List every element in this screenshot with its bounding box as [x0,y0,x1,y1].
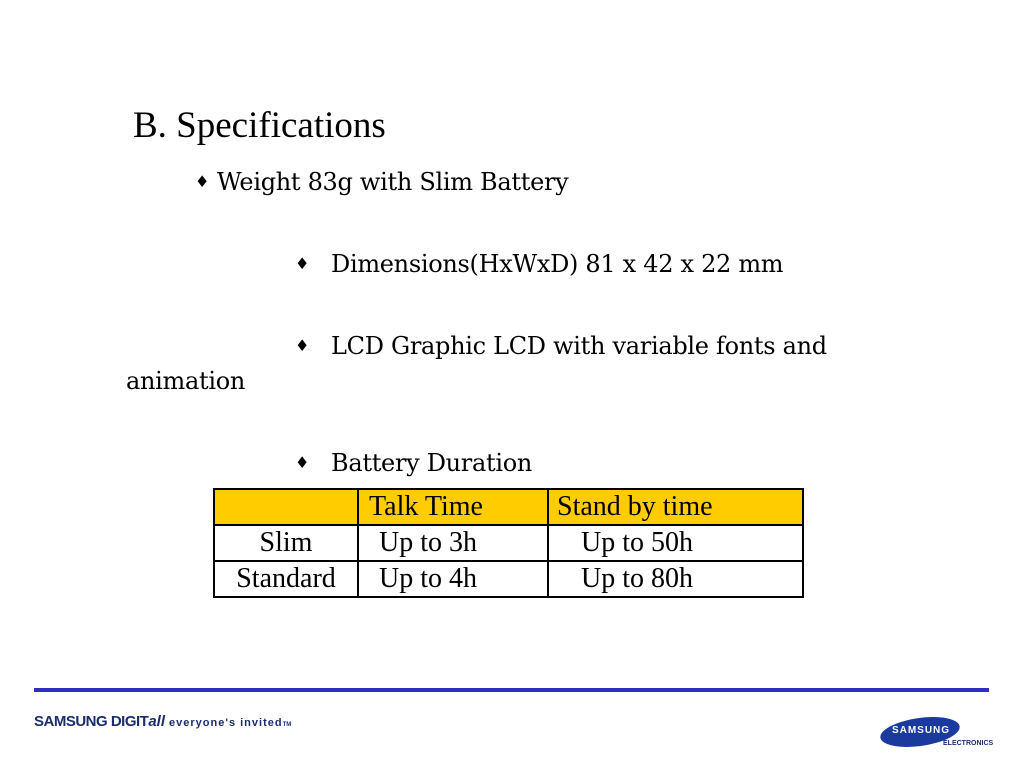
bullet-battery [295,449,532,477]
logo-slogan: everyone's invited [169,717,283,729]
bullet-dimensions [295,250,783,278]
standby-time-cell: Up to 50h [548,525,803,561]
battery-duration-table [213,488,804,598]
header-cell-talk-time: Talk Time [358,489,548,525]
diamond-bullet-icon: ♦ [295,254,310,273]
bullet-lcd [295,332,827,360]
samsung-electronics-logo [878,716,994,750]
slide-title: B. Specifications [133,105,386,146]
table-row [214,561,803,597]
table-header-row [214,489,803,525]
diamond-bullet-icon: ♦ [295,453,310,472]
samsung-digitall-logo [34,713,291,731]
bullet-text: Weight 83g with Slim Battery [217,168,569,196]
logo-all-text: all [148,713,166,730]
samsung-wordmark: SAMSUNG [891,725,951,736]
logo-tm: TM [282,722,292,728]
diamond-bullet-icon: ♦ [195,172,210,191]
footer-divider [34,688,989,692]
diamond-bullet-icon: ♦ [295,336,310,355]
bullet-lcd-continuation: animation [126,367,246,395]
header-cell-empty [214,489,358,525]
bullet-weight [195,168,568,196]
standby-time-cell: Up to 80h [548,561,803,597]
bullet-text: LCD Graphic LCD with variable fonts and [331,332,827,360]
bullet-text: Battery Duration [331,449,533,477]
header-cell-standby-time: Stand by time [548,489,803,525]
talk-time-cell: Up to 4h [358,561,548,597]
talk-time-cell: Up to 3h [358,525,548,561]
row-label: Slim [214,525,358,561]
row-label: Standard [214,561,358,597]
electronics-label: ELECTRONICS [943,740,994,747]
bullet-text: Dimensions(HxWxD) 81 x 42 x 22 mm [331,250,784,278]
table-row [214,525,803,561]
logo-brand-text: SAMSUNG DIGIT [34,713,149,730]
